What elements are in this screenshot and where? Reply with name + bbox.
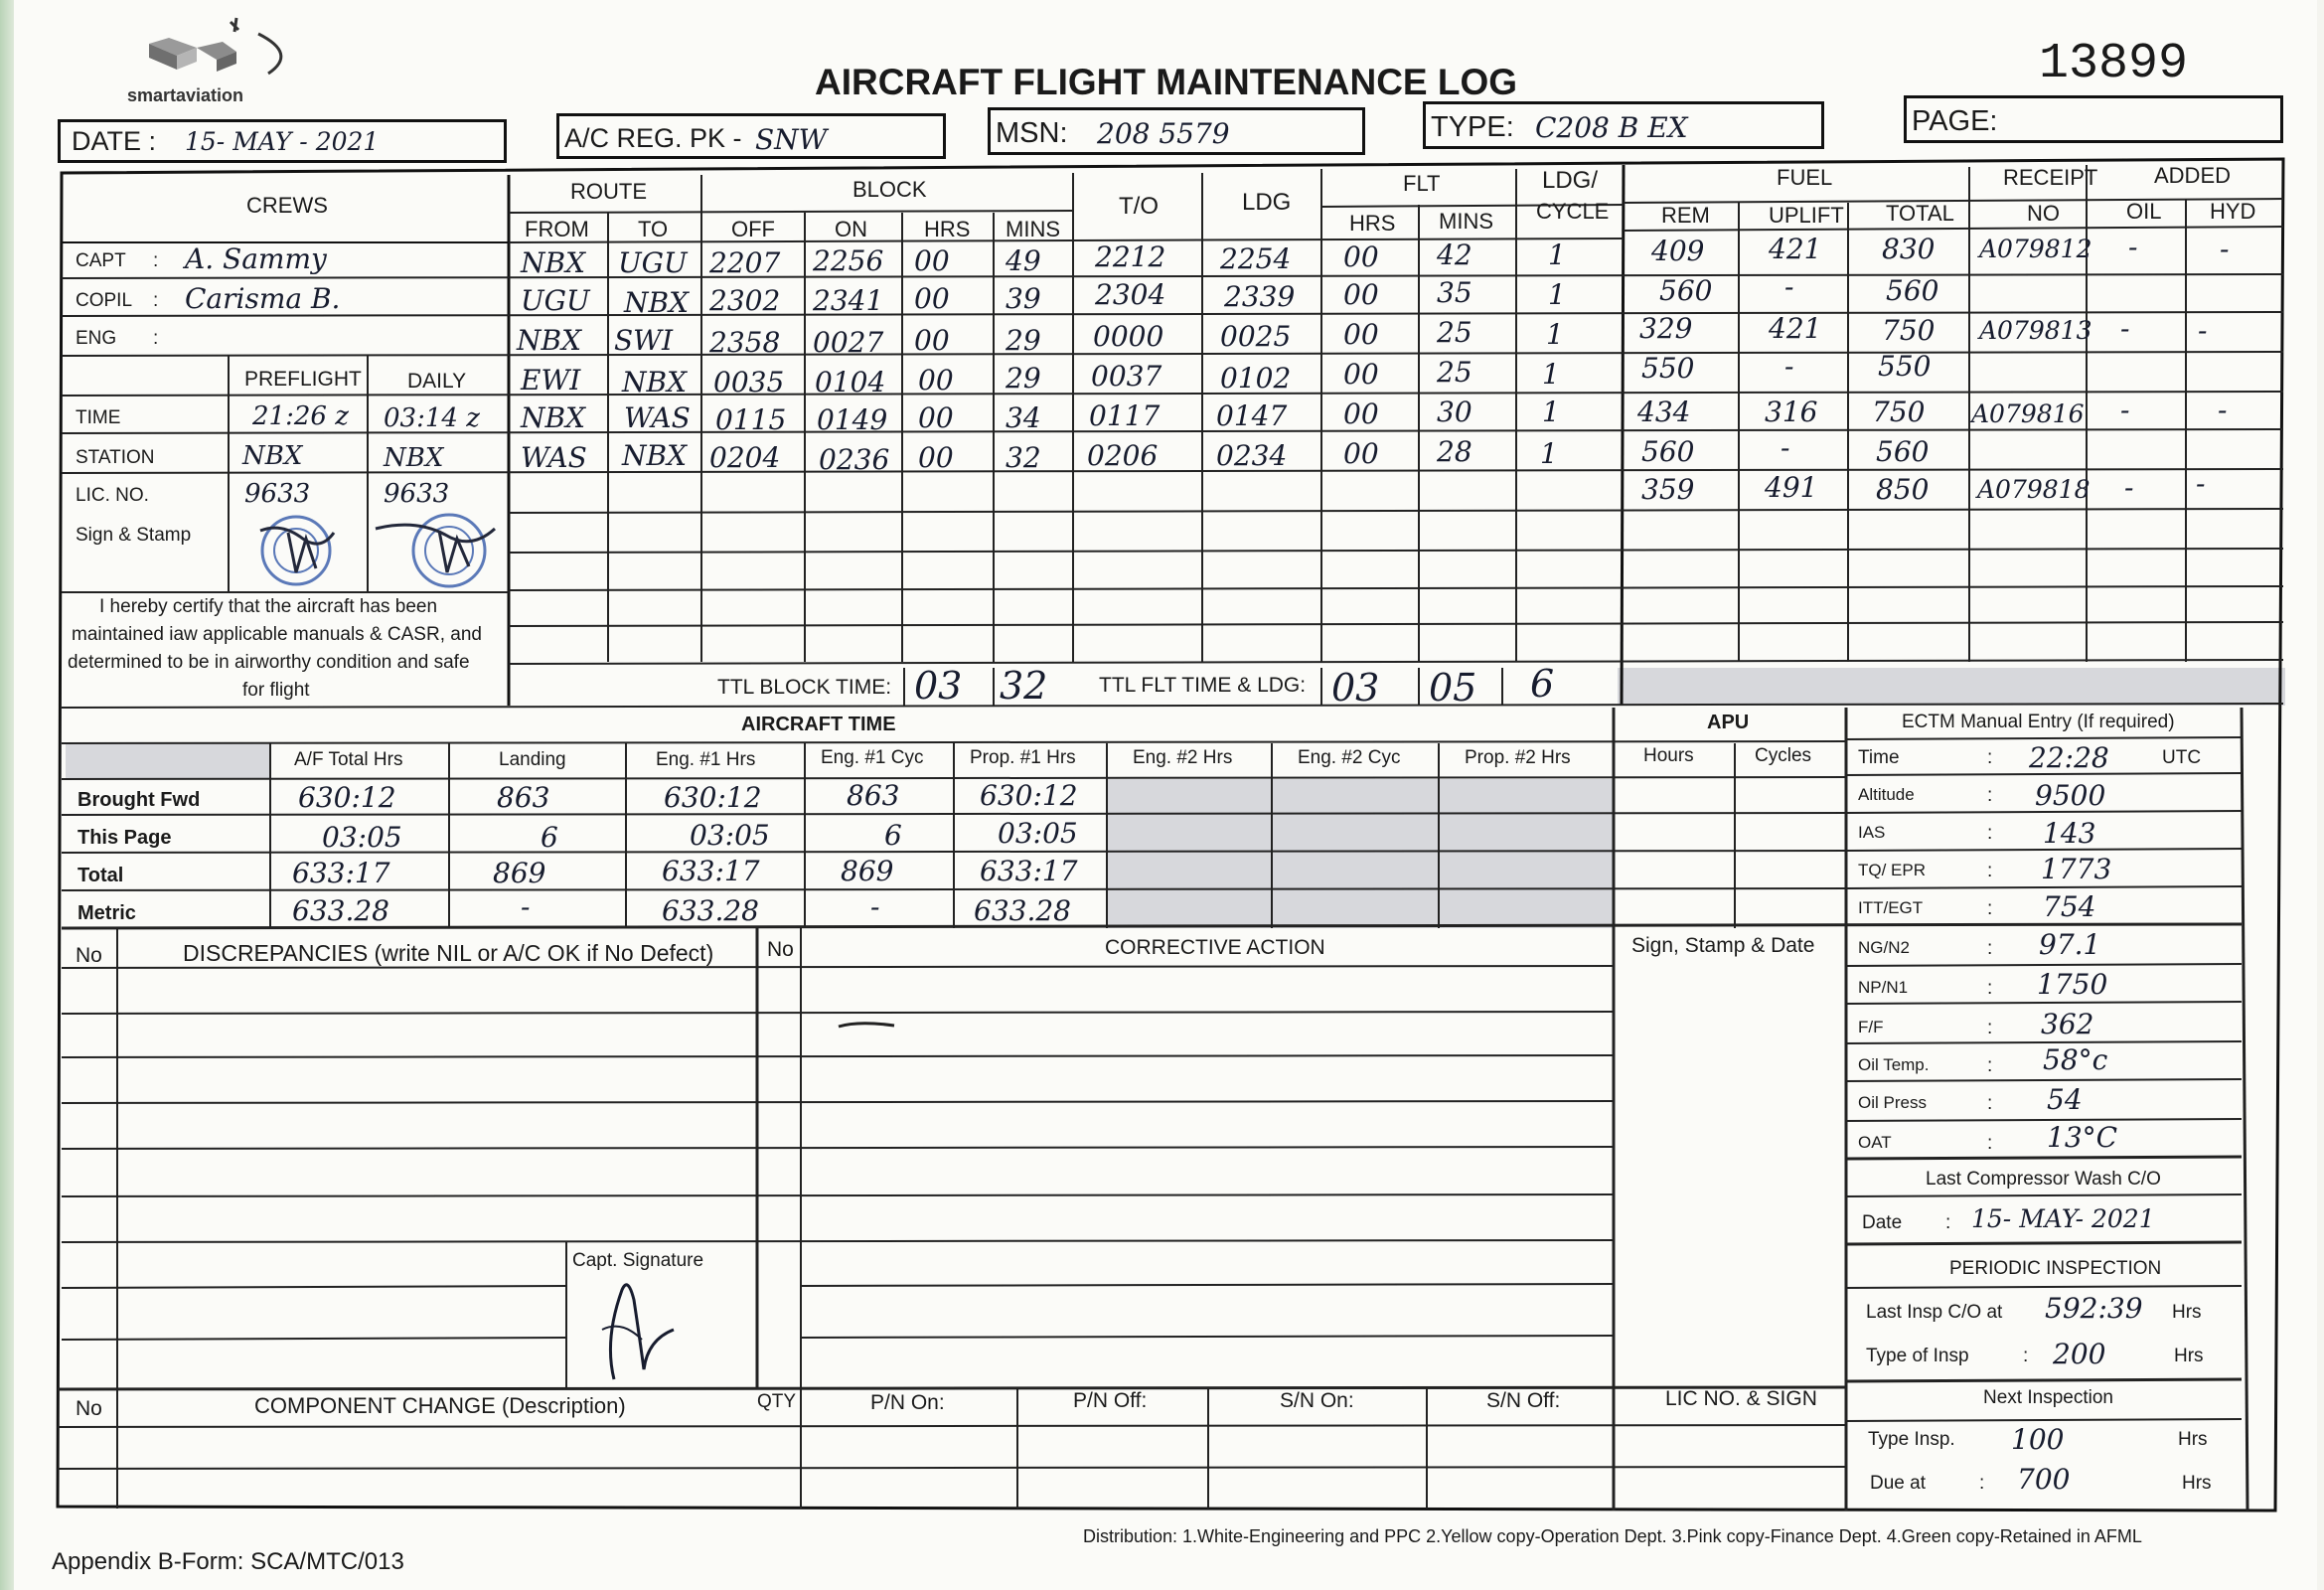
ttl-block-hrs: 03 — [914, 664, 963, 708]
from-header: FROM — [525, 217, 589, 241]
ectm-colon: : — [1987, 938, 1993, 959]
disc-header: DISCREPANCIES (write NIL or A/C OK if No Defect) — [183, 940, 714, 966]
station-preflight: NBX — [242, 441, 303, 471]
due-colon: : — [1979, 1473, 1985, 1494]
row-from: NBX — [517, 324, 582, 357]
row-on: 0236 — [819, 443, 890, 476]
row-cycle: 1 — [1548, 238, 1566, 271]
fuel-receipt: A079816 — [1971, 399, 2085, 428]
next-type-value: 100 — [2011, 1423, 2065, 1456]
col-eng2-hrs: Eng. #2 Hrs — [1133, 747, 1233, 768]
page-title: AIRCRAFT FLIGHT MAINTENANCE LOG — [815, 62, 1518, 102]
date-label: DATE : — [72, 126, 157, 156]
mins-header: MINS — [1006, 217, 1060, 241]
captain-signature — [588, 1270, 688, 1385]
capt-colon: : — [153, 250, 159, 271]
ectm-colon: : — [1987, 823, 1993, 844]
row-block-mins: 29 — [1006, 324, 1041, 357]
prop1-hrs: 633:17 — [980, 855, 1078, 887]
eng1-cyc: 869 — [841, 855, 894, 887]
sn-off-header: S/N Off: — [1486, 1389, 1561, 1412]
ldg-header: LDG — [1242, 189, 1292, 216]
fuel-rem: 359 — [1641, 473, 1695, 506]
row-to: NBX — [622, 439, 688, 472]
ectm-colon: : — [1987, 1055, 1993, 1076]
ectm-label: F/F — [1858, 1018, 1884, 1036]
apu-header: APU — [1707, 712, 1750, 733]
row-flt-hrs: 00 — [1343, 398, 1379, 430]
comp-no-header: No — [76, 1397, 102, 1420]
eng-colon: : — [153, 328, 159, 349]
row-takeoff: 2304 — [1095, 278, 1166, 311]
row-cycle: 1 — [1540, 437, 1558, 470]
fuel-oil: - — [2128, 231, 2138, 263]
landing-val: 863 — [497, 781, 550, 814]
ectm-label: Altitude — [1858, 785, 1915, 804]
fuel-uplift: - — [1784, 270, 1794, 303]
fuel-oil: - — [2120, 312, 2130, 345]
due-unit: Hrs — [2182, 1473, 2212, 1494]
eng1-cyc: 863 — [847, 779, 900, 812]
fuel-total: 550 — [1878, 350, 1932, 383]
next-type-label: Type Insp. — [1868, 1429, 1955, 1450]
apu-cycles-header: Cycles — [1755, 745, 1812, 766]
col-landing: Landing — [499, 749, 566, 770]
lic-label: LIC. NO. — [76, 485, 149, 506]
row-cycle: 1 — [1546, 318, 1564, 351]
row-flt-mins: 35 — [1437, 276, 1472, 309]
row-block-hrs: 00 — [914, 244, 950, 277]
row-from: NBX — [521, 246, 586, 279]
ectm-value: 54 — [2047, 1083, 2083, 1116]
type-insp-label: Type of Insp — [1866, 1346, 1969, 1366]
copil-value: Carisma B. — [185, 282, 341, 315]
ectm-value: 22:28 — [2029, 741, 2109, 774]
fuel-uplift: 316 — [1765, 396, 1818, 428]
cycle-header-2: CYCLE — [1536, 199, 1610, 224]
eng1-hrs: 03:05 — [690, 819, 770, 852]
ectm-unit: UTC — [2162, 747, 2202, 768]
row-block-hrs: 00 — [914, 324, 950, 357]
preflight-label: PREFLIGHT — [244, 368, 362, 391]
ectm-label: NP/N1 — [1858, 978, 1909, 997]
certification-line-3: determined to be in airworthy condition and safe — [68, 652, 470, 673]
fuel-receipt: A079818 — [1977, 475, 2091, 504]
reg-label: A/C REG. PK - — [564, 123, 742, 153]
row-block-mins: 34 — [1006, 401, 1041, 434]
ectm-header: ECTM Manual Entry (If required) — [1902, 712, 2175, 732]
fuel-receipt: A079812 — [1979, 235, 2092, 263]
to2-header: TO — [638, 217, 669, 241]
next-type-unit: Hrs — [2178, 1429, 2208, 1450]
last-insp-value: 592:39 — [2045, 1292, 2143, 1325]
pn-on-header: P/N On: — [870, 1391, 945, 1414]
certification-line-1: I hereby certify that the aircraft has been — [99, 596, 438, 617]
station-daily: NBX — [384, 443, 444, 473]
fuel-total: 560 — [1886, 274, 1939, 307]
wash-date-colon: : — [1945, 1212, 1951, 1233]
ectm-label: TQ/ EPR — [1858, 861, 1927, 879]
row-label: Brought Fwd — [77, 789, 201, 811]
row-to: NBX — [624, 286, 690, 319]
eng1-cyc: - — [870, 890, 880, 923]
daily-stamp — [370, 509, 505, 592]
uplift-header: UPLIFT — [1769, 203, 1844, 228]
ectm-value: 9500 — [2035, 779, 2106, 812]
col-prop1-hrs: Prop. #1 Hrs — [970, 747, 1076, 768]
row-flt-hrs: 00 — [1343, 437, 1379, 470]
time-daily: 03:14 z — [384, 403, 480, 433]
type-insp-value: 200 — [2053, 1338, 2106, 1370]
fuel-oil: - — [2120, 394, 2130, 426]
row-block-hrs: 00 — [918, 401, 954, 434]
last-insp-label: Last Insp C/O at — [1866, 1302, 2003, 1323]
ectm-value: 1750 — [2037, 968, 2108, 1001]
ttl-block-label: TTL BLOCK TIME: — [717, 676, 892, 699]
flt-mins-header: MINS — [1439, 209, 1493, 234]
date-value: 15- MAY - 2021 — [185, 127, 380, 156]
form-id: Appendix B-Form: SCA/MTC/013 — [52, 1548, 404, 1575]
fuel-total: 830 — [1882, 233, 1936, 265]
cycle-header-1: LDG/ — [1542, 167, 1599, 194]
col-eng1-hrs: Eng. #1 Hrs — [656, 749, 756, 770]
af-total-hrs: 03:05 — [322, 821, 402, 854]
hyd-header: HYD — [2210, 199, 2256, 224]
eng1-hrs: 630:12 — [664, 781, 762, 814]
hrs-header: HRS — [924, 217, 971, 241]
row-flt-mins: 28 — [1437, 435, 1472, 468]
ectm-colon: : — [1987, 785, 1993, 806]
af-total-hrs: 633:17 — [292, 857, 390, 889]
row-takeoff: 2212 — [1095, 240, 1166, 273]
landing-val: 869 — [493, 857, 546, 889]
row-to: SWI — [614, 324, 674, 357]
eng1-hrs: 633.28 — [662, 894, 759, 927]
ectm-value: 97.1 — [2039, 928, 2101, 961]
af-total-hrs: 630:12 — [298, 781, 396, 814]
row-label: Total — [77, 865, 124, 886]
row-block-mins: 32 — [1006, 441, 1041, 474]
row-off: 2358 — [709, 326, 781, 359]
ectm-value: 143 — [2043, 817, 2096, 850]
wash-date-label: Date — [1862, 1212, 1903, 1233]
apu-hours-header: Hours — [1643, 745, 1694, 766]
row-cycle: 1 — [1542, 396, 1560, 428]
time-label: TIME — [76, 407, 121, 428]
type-insp-colon: : — [2023, 1346, 2029, 1366]
copil-label: COPIL — [76, 290, 133, 311]
serial-number: 13899 — [2039, 36, 2189, 92]
row-block-hrs: 00 — [918, 441, 954, 474]
prop1-hrs: 633.28 — [974, 894, 1071, 927]
row-off: 0204 — [709, 441, 781, 474]
row-on: 0149 — [817, 403, 888, 436]
row-landing: 0102 — [1220, 362, 1292, 395]
ectm-value: 58°c — [2043, 1043, 2108, 1076]
row-block-hrs: 00 — [918, 364, 954, 397]
fuel-oil: - — [2124, 471, 2134, 504]
col-prop2-hrs: Prop. #2 Hrs — [1465, 747, 1571, 768]
msn-value: 208 5579 — [1097, 117, 1230, 150]
certification-line-2: maintained iaw applicable manuals & CASR, and — [72, 624, 482, 645]
oil-header: OIL — [2126, 199, 2162, 224]
capt-signature-label: Capt. Signature — [572, 1250, 704, 1271]
type-insp-unit: Hrs — [2174, 1346, 2204, 1366]
ectm-label: Oil Temp. — [1858, 1055, 1930, 1074]
row-block-mins: 49 — [1006, 244, 1041, 277]
ectm-colon: : — [1987, 1133, 1993, 1154]
ectm-value: 1773 — [2041, 853, 2112, 885]
row-landing: 2339 — [1224, 280, 1296, 313]
aircraft-time-header: AIRCRAFT TIME — [741, 714, 896, 735]
row-label: This Page — [77, 827, 172, 849]
due-value: 700 — [2017, 1463, 2071, 1496]
ectm-colon: : — [1987, 898, 1993, 919]
prop1-hrs: 630:12 — [980, 779, 1078, 812]
ectm-label: OAT — [1858, 1133, 1892, 1152]
row-off: 2207 — [709, 246, 781, 279]
row-label: Metric — [77, 902, 136, 924]
type-value: C208 B EX — [1535, 111, 1688, 144]
fuel-rem: 329 — [1639, 312, 1693, 345]
capt-label: CAPT — [76, 250, 126, 271]
station-label: STATION — [76, 447, 155, 468]
sn-on-header: S/N On: — [1280, 1389, 1354, 1412]
ectm-value: 362 — [2041, 1008, 2094, 1040]
ectm-colon: : — [1987, 1093, 1993, 1114]
fuel-uplift: - — [1781, 431, 1790, 464]
daily-label: DAILY — [407, 370, 467, 393]
fuel-total: 560 — [1876, 435, 1930, 468]
crews-header: CREWS — [246, 193, 328, 218]
row-landing: 0147 — [1216, 399, 1288, 432]
row-from: EWI — [521, 364, 581, 397]
page-label: PAGE: — [1912, 105, 1998, 137]
brand-name: smartaviation — [127, 85, 244, 105]
corr-no-header: No — [767, 938, 794, 961]
fuel-hyd: - — [2196, 467, 2206, 500]
row-to: WAS — [624, 401, 691, 434]
fuel-receipt: A079813 — [1979, 316, 2092, 345]
fuel-rem: 560 — [1641, 435, 1695, 468]
flt-header: FLT — [1403, 171, 1441, 196]
row-flt-hrs: 00 — [1343, 278, 1379, 311]
row-takeoff: 0000 — [1093, 320, 1164, 353]
dash-mark — [837, 1018, 896, 1028]
row-block-mins: 29 — [1006, 362, 1041, 395]
periodic-header: PERIODIC INSPECTION — [1949, 1258, 2162, 1279]
ectm-colon: : — [1987, 747, 1993, 768]
off-header: OFF — [731, 217, 775, 241]
row-on: 2341 — [813, 284, 884, 317]
row-takeoff: 0037 — [1091, 360, 1162, 393]
time-preflight: 21:26 z — [252, 401, 349, 431]
type-label: TYPE: — [1431, 111, 1514, 143]
ectm-label: Time — [1858, 747, 1900, 768]
af-total-hrs: 633.28 — [292, 894, 389, 927]
ectm-label: Oil Press — [1858, 1093, 1927, 1112]
to-header: T/O — [1119, 193, 1159, 220]
ttl-flt-label: TTL FLT TIME & LDG: — [1099, 674, 1307, 697]
disc-no-header: No — [76, 944, 102, 967]
lic-daily: 9633 — [384, 479, 450, 509]
ectm-colon: : — [1987, 978, 1993, 999]
fuel-uplift: 421 — [1769, 312, 1822, 345]
flt-hrs-header: HRS — [1349, 211, 1396, 236]
row-off: 0035 — [713, 366, 785, 398]
row-flt-hrs: 00 — [1343, 318, 1379, 351]
fuel-hyd: - — [2220, 233, 2230, 265]
row-flt-mins: 25 — [1437, 356, 1472, 389]
row-on: 2256 — [813, 244, 884, 277]
ttl-flt-mins: 05 — [1429, 666, 1477, 710]
row-landing: 0025 — [1220, 320, 1292, 353]
row-flt-mins: 30 — [1437, 396, 1472, 428]
route-header: ROUTE — [570, 179, 647, 204]
ectm-value: 754 — [2043, 890, 2096, 923]
eng1-cyc: 6 — [884, 819, 902, 852]
fuel-hyd: - — [2198, 314, 2208, 347]
receipt-no-header: NO — [2027, 201, 2060, 226]
row-takeoff: 0206 — [1087, 439, 1159, 472]
row-on: 0104 — [815, 366, 886, 398]
row-off: 0115 — [715, 403, 787, 436]
comp-qty-header: QTY — [757, 1391, 797, 1412]
row-block-mins: 39 — [1006, 282, 1041, 315]
eng1-hrs: 633:17 — [662, 855, 760, 887]
fuel-uplift: - — [1784, 350, 1794, 383]
row-takeoff: 0117 — [1089, 399, 1161, 432]
certification-line-4: for flight — [242, 680, 310, 701]
due-label: Due at — [1870, 1473, 1926, 1494]
row-on: 0027 — [813, 326, 884, 359]
landing-val: - — [521, 890, 531, 923]
pn-off-header: P/N Off: — [1073, 1389, 1148, 1412]
wash-date-value: 15- MAY- 2021 — [1971, 1204, 2155, 1233]
fuel-rem: 550 — [1641, 352, 1695, 385]
row-from: NBX — [521, 401, 586, 434]
sign-stamp-date-header: Sign, Stamp & Date — [1631, 934, 1815, 957]
row-landing: 2254 — [1220, 242, 1292, 275]
ttl-ldg: 6 — [1530, 662, 1555, 706]
block-header: BLOCK — [852, 177, 927, 202]
preflight-stamp — [248, 511, 344, 590]
fuel-uplift: 491 — [1765, 471, 1818, 504]
copil-colon: : — [153, 290, 159, 311]
col-eng2-cyc: Eng. #2 Cyc — [1298, 747, 1401, 768]
comp-desc-header: COMPONENT CHANGE (Description) — [254, 1393, 626, 1418]
total-header: TOTAL — [1886, 201, 1954, 226]
row-landing: 0234 — [1216, 439, 1288, 472]
last-insp-unit: Hrs — [2172, 1302, 2202, 1323]
prop1-hrs: 03:05 — [998, 817, 1078, 850]
ectm-colon: : — [1987, 861, 1993, 881]
ectm-label: NG/N2 — [1858, 938, 1910, 957]
row-flt-mins: 42 — [1437, 238, 1472, 271]
row-off: 2302 — [709, 284, 781, 317]
fuel-rem: 409 — [1651, 235, 1705, 267]
row-block-hrs: 00 — [914, 282, 950, 315]
on-header: ON — [835, 217, 867, 241]
row-from: WAS — [521, 441, 587, 474]
msn-label: MSN: — [996, 117, 1068, 149]
next-insp-header: Next Inspection — [1983, 1387, 2113, 1408]
row-cycle: 1 — [1548, 278, 1566, 311]
capt-value: A. Sammy — [185, 242, 327, 275]
landing-val: 6 — [541, 821, 558, 854]
wash-header: Last Compressor Wash C/O — [1926, 1169, 2161, 1190]
fuel-hyd: - — [2218, 394, 2228, 426]
row-from: UGU — [521, 284, 590, 317]
rem-header: REM — [1661, 203, 1710, 228]
ectm-value: 13°C — [2047, 1121, 2118, 1154]
corrective-action-header: CORRECTIVE ACTION — [1105, 936, 1325, 959]
fuel-rem: 434 — [1637, 396, 1691, 428]
row-to: NBX — [622, 366, 688, 398]
sign-stamp-label: Sign & Stamp — [76, 525, 192, 546]
row-cycle: 1 — [1542, 358, 1560, 391]
fuel-total: 750 — [1872, 396, 1926, 428]
fuel-total: 850 — [1876, 473, 1930, 506]
row-flt-mins: 25 — [1437, 316, 1472, 349]
receipt-header: RECEIPT — [2003, 165, 2098, 190]
row-flt-hrs: 00 — [1343, 358, 1379, 391]
lic-sign-header: LIC NO. & SIGN — [1665, 1387, 1817, 1410]
ectm-colon: : — [1987, 1018, 1993, 1038]
ttl-flt-hrs: 03 — [1331, 666, 1380, 710]
fuel-uplift: 421 — [1769, 233, 1822, 265]
lic-preflight: 9633 — [244, 479, 311, 509]
distribution-note: Distribution: 1.White-Engineering and PPC 2.Yellow copy-Operation Dept. 3.Pink copy-Finance Dept. 4.Green copy-Retained in AFML — [1083, 1526, 2142, 1546]
ttl-block-mins: 32 — [1000, 664, 1048, 708]
row-to: UGU — [618, 246, 688, 279]
ectm-label: IAS — [1858, 823, 1886, 842]
added-header: ADDED — [2154, 163, 2232, 188]
fuel-header: FUEL — [1777, 165, 1833, 190]
col-af-total: A/F Total Hrs — [294, 749, 403, 770]
fuel-rem: 560 — [1659, 274, 1713, 307]
reg-value: SNW — [755, 123, 828, 156]
row-flt-hrs: 00 — [1343, 240, 1379, 273]
eng-label: ENG — [76, 328, 117, 349]
col-eng1-cyc: Eng. #1 Cyc — [821, 747, 924, 768]
fuel-total: 750 — [1882, 314, 1936, 347]
ectm-label: ITT/EGT — [1858, 898, 1924, 917]
